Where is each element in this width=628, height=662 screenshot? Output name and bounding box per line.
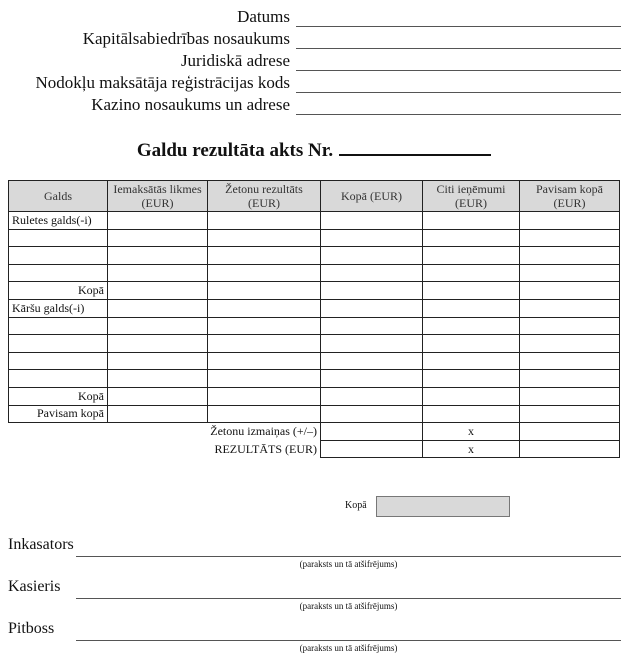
tax-code-input-line[interactable] (296, 92, 621, 93)
total-box-label: Kopā (345, 500, 367, 511)
table-cell[interactable] (208, 335, 321, 353)
table-cell[interactable] (108, 264, 208, 282)
not-applicable-mark: x (423, 440, 520, 458)
table-cell[interactable] (520, 440, 620, 458)
row-label: Kopā (9, 387, 108, 405)
table-cell[interactable] (520, 352, 620, 370)
field-label: Kapitālsabiedrības nosaukums (82, 29, 290, 48)
table-row (9, 370, 620, 388)
table-cell[interactable] (108, 317, 208, 335)
table-cell[interactable] (208, 212, 321, 230)
field-tax-code (0, 72, 628, 94)
field-company-name (0, 28, 628, 50)
summary-row (9, 440, 620, 458)
table-cell[interactable] (520, 387, 620, 405)
table-row (9, 299, 620, 317)
act-number-input-line[interactable] (339, 138, 491, 156)
table-cell[interactable] (423, 229, 520, 247)
table-cell[interactable] (520, 405, 620, 423)
signature-role: Inkasators (8, 536, 74, 553)
col-header-other-income: Citi ieņēmumi (EUR) (423, 181, 520, 212)
table-cell[interactable] (423, 317, 520, 335)
table-cell[interactable] (321, 264, 423, 282)
table-cell[interactable] (423, 299, 520, 317)
row-label (9, 352, 108, 370)
date-input-line[interactable] (296, 26, 621, 27)
table-cell[interactable] (108, 282, 208, 300)
results-table (8, 180, 620, 458)
table-cell[interactable] (423, 212, 520, 230)
table-cell[interactable] (208, 317, 321, 335)
document-title (0, 138, 628, 162)
title-text: Galdu rezultāta akts Nr. (136, 140, 334, 161)
row-label (9, 370, 108, 388)
summary-label: REZULTĀTS (EUR) (214, 441, 317, 456)
col-header-bets: Iemaksātās likmes (EUR) (108, 181, 208, 212)
table-row (9, 335, 620, 353)
signature-line[interactable] (76, 556, 621, 557)
table-cell[interactable] (321, 282, 423, 300)
table-cell[interactable] (208, 352, 321, 370)
table-cell[interactable] (423, 282, 520, 300)
signature-line[interactable] (76, 640, 621, 641)
casino-input-line[interactable] (296, 114, 621, 115)
signature-note: (paraksts un tā atšifrējums) (299, 559, 398, 569)
table-cell[interactable] (520, 229, 620, 247)
table-cell[interactable] (108, 352, 208, 370)
signature-note: (paraksts un tā atšifrējums) (299, 601, 398, 611)
table-cell[interactable] (321, 335, 423, 353)
table-row (9, 229, 620, 247)
table-cell[interactable] (520, 282, 620, 300)
table-cell[interactable] (423, 387, 520, 405)
table-cell[interactable] (321, 299, 423, 317)
table-cell[interactable] (423, 405, 520, 423)
table-cell[interactable] (321, 440, 423, 458)
field-label: Nodokļu maksātāja reģistrācijas kods (35, 73, 290, 92)
table-cell[interactable] (520, 212, 620, 230)
signature-role: Pitboss (8, 620, 55, 637)
table-cell[interactable] (208, 387, 321, 405)
table-cell[interactable] (208, 264, 321, 282)
table-cell[interactable] (208, 229, 321, 247)
row-label: Kopā (9, 282, 108, 300)
table-row (9, 247, 620, 265)
row-label (9, 264, 108, 282)
field-label: Datums (237, 7, 290, 26)
row-label (9, 247, 108, 265)
table-cell[interactable] (423, 247, 520, 265)
table-cell[interactable] (520, 335, 620, 353)
field-casino-name-address (0, 94, 628, 116)
table-cell[interactable] (108, 212, 208, 230)
table-cell[interactable] (208, 282, 321, 300)
table-cell[interactable] (520, 247, 620, 265)
table-row (9, 387, 620, 405)
table-cell[interactable] (423, 352, 520, 370)
table-cell[interactable] (108, 299, 208, 317)
table-cell[interactable] (520, 299, 620, 317)
table-cell[interactable] (423, 370, 520, 388)
table-cell[interactable] (108, 335, 208, 353)
table-cell[interactable] (108, 387, 208, 405)
summary-label: Žetonu izmaiņas (+/–) (210, 424, 317, 439)
table-cell[interactable] (321, 352, 423, 370)
table-cell[interactable] (108, 247, 208, 265)
field-label: Juridiskā adrese (180, 51, 290, 70)
col-header-chip-result: Žetonu rezultāts (EUR) (208, 181, 321, 212)
table-cell[interactable] (520, 423, 620, 441)
row-label: Pavisam kopā (9, 405, 108, 423)
table-cell[interactable] (321, 212, 423, 230)
row-label (9, 317, 108, 335)
table-cell[interactable] (208, 405, 321, 423)
signature-note: (paraksts un tā atšifrējums) (299, 643, 398, 653)
table-cell[interactable] (520, 264, 620, 282)
signature-role: Kasieris (8, 578, 61, 595)
table-cell[interactable] (520, 370, 620, 388)
table-cell[interactable] (108, 405, 208, 423)
table-cell[interactable] (208, 299, 321, 317)
table-row (9, 282, 620, 300)
table-cell[interactable] (423, 335, 520, 353)
table-cell[interactable] (321, 370, 423, 388)
table-row (9, 212, 620, 230)
col-header-total: Kopā (EUR) (321, 181, 423, 212)
col-header-table: Galds (9, 181, 108, 212)
field-label: Kazino nosaukums un adrese (91, 95, 290, 114)
table-cell[interactable] (321, 229, 423, 247)
row-label (9, 335, 108, 353)
table-header-row (9, 181, 620, 212)
row-label: Ruletes galds(-i) (9, 212, 108, 230)
table-row (9, 317, 620, 335)
row-label (9, 229, 108, 247)
table-row (9, 264, 620, 282)
table-cell[interactable] (208, 370, 321, 388)
table-cell[interactable] (321, 405, 423, 423)
table-cell[interactable] (423, 264, 520, 282)
table-cell[interactable] (108, 370, 208, 388)
legal-address-input-line[interactable] (296, 70, 621, 71)
not-applicable-mark: x (423, 423, 520, 441)
table-row (9, 352, 620, 370)
table-cell[interactable] (208, 247, 321, 265)
table-cell[interactable] (321, 387, 423, 405)
table-cell[interactable] (321, 317, 423, 335)
table-cell[interactable] (108, 229, 208, 247)
table-cell[interactable] (321, 423, 423, 441)
signature-line[interactable] (76, 598, 621, 599)
table-row (9, 405, 620, 423)
col-header-grand-total: Pavisam kopā (EUR) (520, 181, 620, 212)
field-legal-address (0, 50, 628, 72)
total-box-input[interactable] (376, 496, 510, 517)
summary-row (9, 423, 620, 441)
field-date (0, 6, 628, 28)
company-name-input-line[interactable] (296, 48, 621, 49)
table-cell[interactable] (520, 317, 620, 335)
row-label: Kāršu galds(-i) (9, 299, 108, 317)
table-cell[interactable] (321, 247, 423, 265)
